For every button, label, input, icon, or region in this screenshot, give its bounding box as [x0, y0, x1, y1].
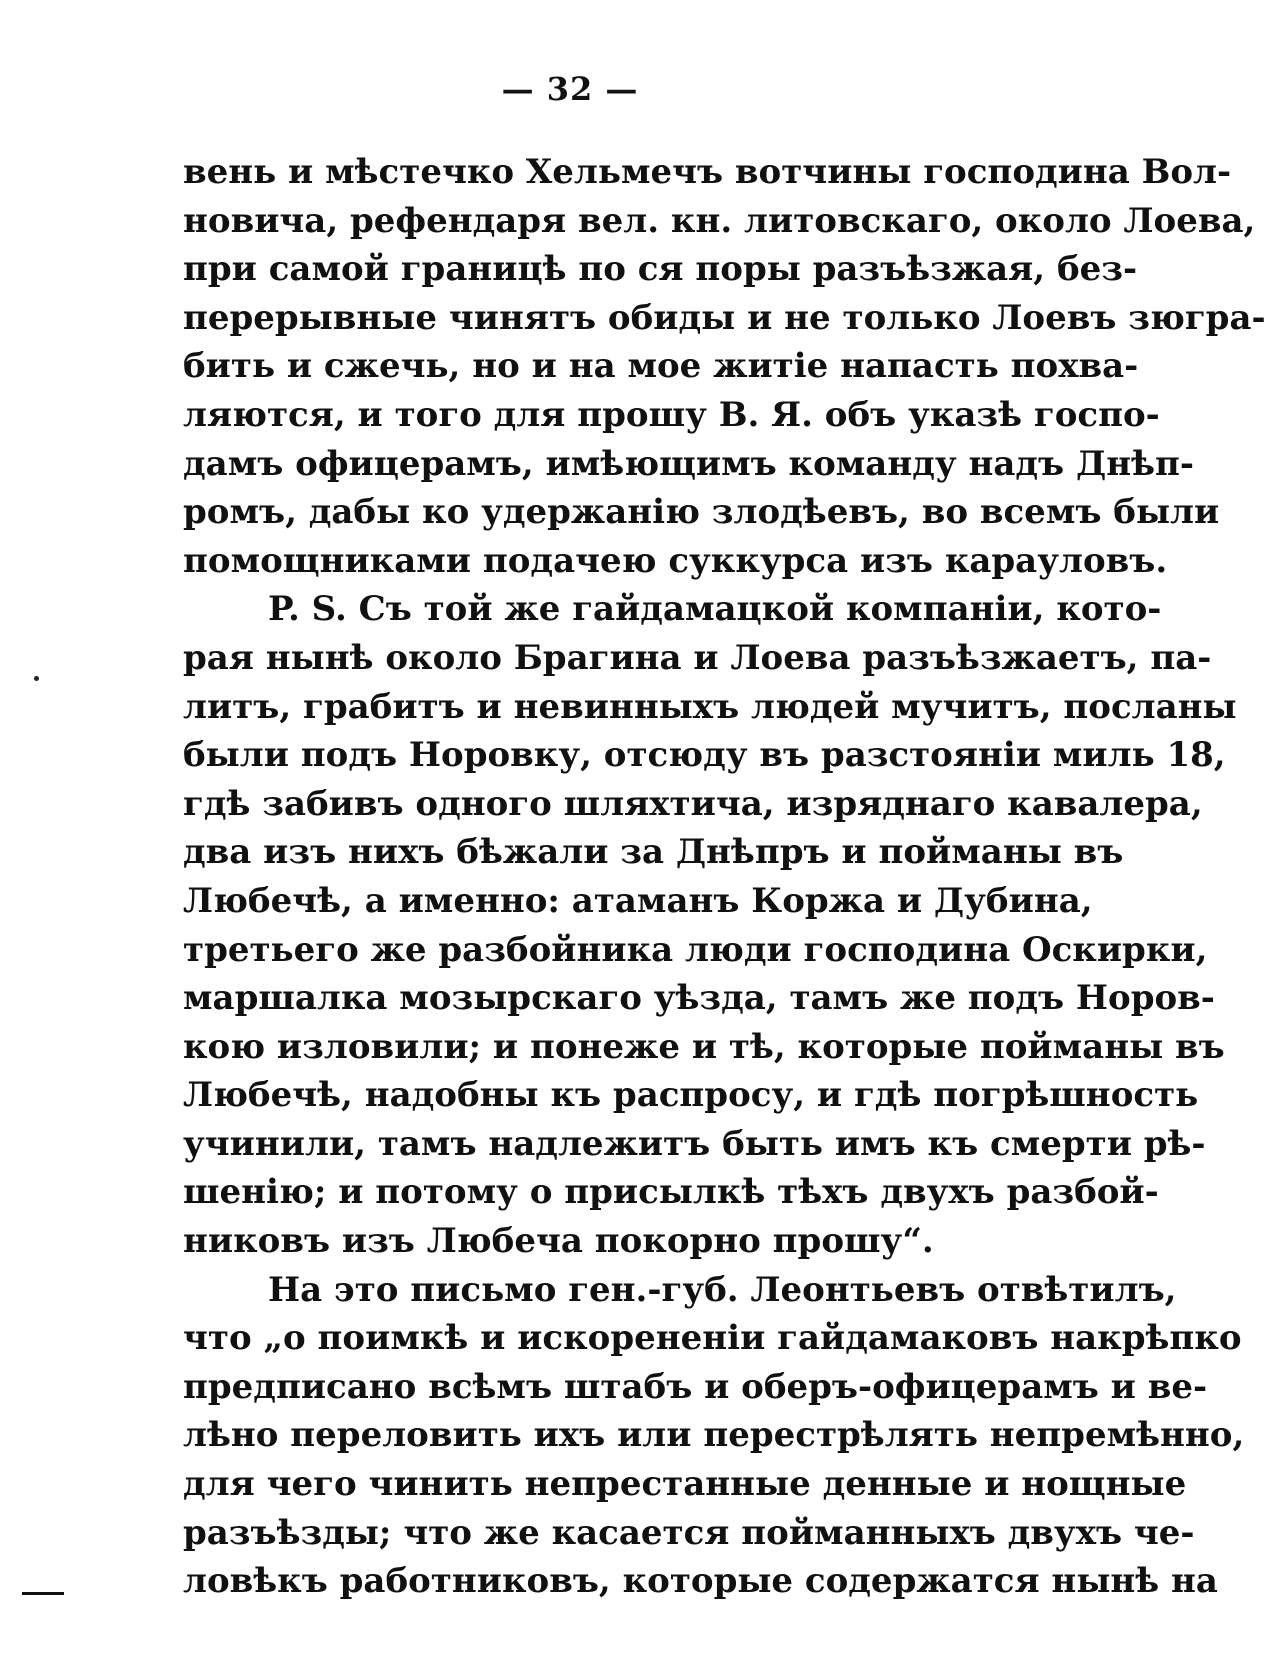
text-line: при самой границѣ по ся поры разъѣзжая, без- [183, 249, 1138, 290]
text-line: P. S. Съ той же гайдамацкой компаніи, кото- [268, 589, 1162, 630]
text-line: шенію; и потому о присылкѣ тѣхъ двухъ разбой- [183, 1172, 1159, 1213]
text-line: никовъ изъ Любеча покорно прошу“. [183, 1221, 934, 1262]
body-text [183, 148, 1266, 1606]
text-line: Любечѣ, надобны къ распросу, и гдѣ погрѣшность [183, 1075, 1199, 1116]
text-line: вень и мѣстечко Хельмечъ вотчины господина Вол- [183, 152, 1232, 192]
margin-dot [34, 676, 39, 681]
text-line: гдѣ забивъ одного шляхтича, изряднаго кавалера, [183, 783, 1203, 824]
text-line: ловѣкъ работниковъ, которые содержатся нынѣ на [183, 1561, 1218, 1602]
text-line: бить и сжечь, но и на мое житіе напасть похва- [183, 346, 1139, 387]
text-line: третьего же разбойника люди господина Оскирки, [183, 929, 1208, 970]
text-line: два изъ нихъ бѣжали за Днѣпръ и пойманы въ [183, 832, 1124, 873]
text-line: кою изловили; и понеже и тѣ, которые пойманы въ [183, 1026, 1225, 1067]
text-line: литъ, грабитъ и невинныхъ людей мучитъ, посланы [183, 686, 1237, 727]
text-line: для чего чинить непрестанные денные и нощные [183, 1464, 1187, 1505]
text-line: дамъ офицерамъ, имѣющимъ команду надъ Днѣп- [183, 443, 1194, 484]
text-line: Любечѣ, а именно: атаманъ Коржа и Дубина, [183, 880, 1093, 921]
text-line: ляются, и того для прошу В. Я. объ указѣ госпо- [183, 394, 1160, 435]
text-line: учинили, тамъ надлежитъ быть имъ къ смерти рѣ- [183, 1123, 1206, 1164]
text-line: были подъ Норовку, отсюду въ разстояніи миль 18, [183, 735, 1226, 776]
text-line: рая нынѣ около Брагина и Лоева разъѣзжаетъ, па- [183, 637, 1212, 678]
text-line: перерывные чинятъ обиды и не только Лоевъ зюгра- [183, 297, 1266, 338]
text-line: помощниками подачею суккурса изъ карауловъ. [183, 540, 1168, 581]
text-line: новича, рефендаря вел. кн. литовскаго, около Лоева, [183, 200, 1256, 241]
text-line: что „о поимкѣ и искорененіи гайдамаковъ накрѣпко [183, 1318, 1242, 1359]
text-line: На это письмо ген.-губ. Леонтьевъ отвѣтилъ, [268, 1269, 1177, 1310]
margin-dash [22, 1592, 64, 1595]
text-line: предписано всѣмъ штабъ и оберъ-офицерамъ и ве- [183, 1366, 1208, 1407]
page-number: — 32 — [501, 70, 639, 108]
text-line: ромъ, дабы ко удержанію злодѣевъ, во всемъ были [183, 492, 1220, 533]
text-line: лѣно переловить ихъ или перестрѣлять непремѣнно, [183, 1415, 1245, 1456]
text-line: маршалка мозырскаго уѣзда, тамъ же подъ Норов- [183, 978, 1215, 1019]
text-line: разъѣзды; что же касается пойманныхъ двухъ че- [183, 1512, 1195, 1553]
